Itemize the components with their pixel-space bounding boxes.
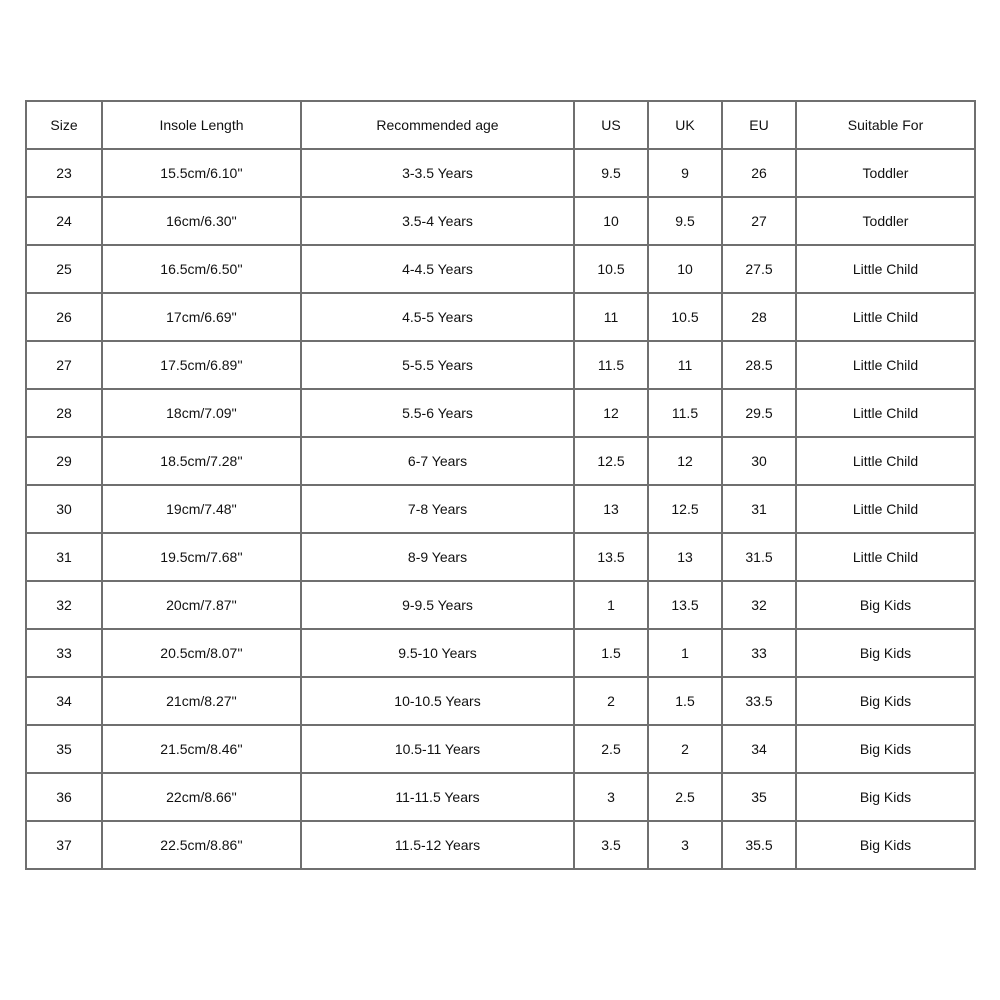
- cell-eu: 33: [722, 629, 796, 677]
- cell-uk: 13: [648, 533, 722, 581]
- cell-us: 3: [574, 773, 648, 821]
- cell-uk: 13.5: [648, 581, 722, 629]
- table-row: [26, 725, 975, 773]
- cell-size: 32: [26, 581, 102, 629]
- table-row: [26, 389, 975, 437]
- cell-eu: 29.5: [722, 389, 796, 437]
- cell-eu: 35.5: [722, 821, 796, 869]
- table-row: [26, 677, 975, 725]
- cell-suitable-for: Little Child: [796, 437, 975, 485]
- cell-insole-length: 18cm/7.09'': [102, 389, 301, 437]
- cell-uk: 11: [648, 341, 722, 389]
- cell-size: 29: [26, 437, 102, 485]
- cell-suitable-for: Little Child: [796, 245, 975, 293]
- cell-eu: 28: [722, 293, 796, 341]
- table-row: [26, 821, 975, 869]
- cell-size: 23: [26, 149, 102, 197]
- cell-uk: 10: [648, 245, 722, 293]
- table-row: [26, 245, 975, 293]
- cell-recommended-age: 9-9.5 Years: [301, 581, 574, 629]
- cell-size: 30: [26, 485, 102, 533]
- cell-us: 10: [574, 197, 648, 245]
- cell-insole-length: 16cm/6.30'': [102, 197, 301, 245]
- table-row: [26, 197, 975, 245]
- cell-us: 1: [574, 581, 648, 629]
- cell-suitable-for: Toddler: [796, 149, 975, 197]
- cell-recommended-age: 10.5-11 Years: [301, 725, 574, 773]
- cell-size: 33: [26, 629, 102, 677]
- cell-suitable-for: Big Kids: [796, 629, 975, 677]
- cell-eu: 27.5: [722, 245, 796, 293]
- cell-uk: 12.5: [648, 485, 722, 533]
- table-row: [26, 485, 975, 533]
- cell-recommended-age: 11-11.5 Years: [301, 773, 574, 821]
- cell-suitable-for: Big Kids: [796, 725, 975, 773]
- cell-us: 2: [574, 677, 648, 725]
- cell-us: 3.5: [574, 821, 648, 869]
- cell-size: 24: [26, 197, 102, 245]
- cell-insole-length: 16.5cm/6.50'': [102, 245, 301, 293]
- cell-us: 11.5: [574, 341, 648, 389]
- cell-insole-length: 19.5cm/7.68'': [102, 533, 301, 581]
- cell-eu: 28.5: [722, 341, 796, 389]
- header-recommended-age: Recommended age: [301, 101, 574, 149]
- header-row: [26, 101, 975, 149]
- cell-size: 36: [26, 773, 102, 821]
- cell-us: 1.5: [574, 629, 648, 677]
- table-row: [26, 533, 975, 581]
- cell-suitable-for: Little Child: [796, 533, 975, 581]
- cell-recommended-age: 3.5-4 Years: [301, 197, 574, 245]
- cell-suitable-for: Big Kids: [796, 677, 975, 725]
- cell-insole-length: 22cm/8.66'': [102, 773, 301, 821]
- cell-suitable-for: Little Child: [796, 389, 975, 437]
- cell-uk: 9: [648, 149, 722, 197]
- cell-recommended-age: 6-7 Years: [301, 437, 574, 485]
- cell-uk: 2.5: [648, 773, 722, 821]
- header-size: Size: [26, 101, 102, 149]
- cell-insole-length: 22.5cm/8.86'': [102, 821, 301, 869]
- cell-insole-length: 20.5cm/8.07'': [102, 629, 301, 677]
- cell-us: 13: [574, 485, 648, 533]
- cell-suitable-for: Little Child: [796, 341, 975, 389]
- cell-recommended-age: 5.5-6 Years: [301, 389, 574, 437]
- cell-recommended-age: 7-8 Years: [301, 485, 574, 533]
- table-row: [26, 581, 975, 629]
- cell-suitable-for: Little Child: [796, 485, 975, 533]
- cell-eu: 34: [722, 725, 796, 773]
- cell-insole-length: 19cm/7.48'': [102, 485, 301, 533]
- header-us: US: [574, 101, 648, 149]
- header-insole-length: Insole Length: [102, 101, 301, 149]
- cell-uk: 10.5: [648, 293, 722, 341]
- cell-insole-length: 21.5cm/8.46'': [102, 725, 301, 773]
- cell-size: 31: [26, 533, 102, 581]
- cell-recommended-age: 9.5-10 Years: [301, 629, 574, 677]
- cell-size: 37: [26, 821, 102, 869]
- cell-insole-length: 18.5cm/7.28'': [102, 437, 301, 485]
- cell-eu: 35: [722, 773, 796, 821]
- cell-eu: 27: [722, 197, 796, 245]
- table-row: [26, 437, 975, 485]
- header-uk: UK: [648, 101, 722, 149]
- table-row: [26, 293, 975, 341]
- cell-size: 35: [26, 725, 102, 773]
- cell-insole-length: 17.5cm/6.89'': [102, 341, 301, 389]
- cell-uk: 2: [648, 725, 722, 773]
- cell-suitable-for: Toddler: [796, 197, 975, 245]
- cell-uk: 9.5: [648, 197, 722, 245]
- header-suitable-for: Suitable For: [796, 101, 975, 149]
- cell-eu: 30: [722, 437, 796, 485]
- cell-insole-length: 15.5cm/6.10'': [102, 149, 301, 197]
- cell-size: 34: [26, 677, 102, 725]
- cell-insole-length: 21cm/8.27'': [102, 677, 301, 725]
- table-row: [26, 629, 975, 677]
- table-row: [26, 149, 975, 197]
- cell-us: 13.5: [574, 533, 648, 581]
- cell-insole-length: 17cm/6.69'': [102, 293, 301, 341]
- cell-size: 25: [26, 245, 102, 293]
- cell-us: 11: [574, 293, 648, 341]
- cell-us: 12.5: [574, 437, 648, 485]
- table-row: [26, 773, 975, 821]
- header-eu: EU: [722, 101, 796, 149]
- cell-recommended-age: 4.5-5 Years: [301, 293, 574, 341]
- cell-eu: 31: [722, 485, 796, 533]
- cell-suitable-for: Big Kids: [796, 821, 975, 869]
- cell-us: 10.5: [574, 245, 648, 293]
- cell-eu: 33.5: [722, 677, 796, 725]
- size-chart-table: [25, 100, 976, 870]
- cell-suitable-for: Big Kids: [796, 773, 975, 821]
- table-row: [26, 341, 975, 389]
- cell-eu: 26: [722, 149, 796, 197]
- cell-size: 26: [26, 293, 102, 341]
- table-body: [26, 149, 975, 869]
- cell-eu: 31.5: [722, 533, 796, 581]
- cell-us: 12: [574, 389, 648, 437]
- cell-size: 28: [26, 389, 102, 437]
- cell-eu: 32: [722, 581, 796, 629]
- cell-suitable-for: Big Kids: [796, 581, 975, 629]
- cell-uk: 3: [648, 821, 722, 869]
- cell-recommended-age: 8-9 Years: [301, 533, 574, 581]
- cell-us: 9.5: [574, 149, 648, 197]
- cell-size: 27: [26, 341, 102, 389]
- cell-recommended-age: 10-10.5 Years: [301, 677, 574, 725]
- cell-uk: 1.5: [648, 677, 722, 725]
- cell-insole-length: 20cm/7.87'': [102, 581, 301, 629]
- cell-uk: 12: [648, 437, 722, 485]
- cell-recommended-age: 4-4.5 Years: [301, 245, 574, 293]
- cell-recommended-age: 3-3.5 Years: [301, 149, 574, 197]
- cell-suitable-for: Little Child: [796, 293, 975, 341]
- cell-us: 2.5: [574, 725, 648, 773]
- cell-uk: 11.5: [648, 389, 722, 437]
- cell-recommended-age: 11.5-12 Years: [301, 821, 574, 869]
- cell-uk: 1: [648, 629, 722, 677]
- cell-recommended-age: 5-5.5 Years: [301, 341, 574, 389]
